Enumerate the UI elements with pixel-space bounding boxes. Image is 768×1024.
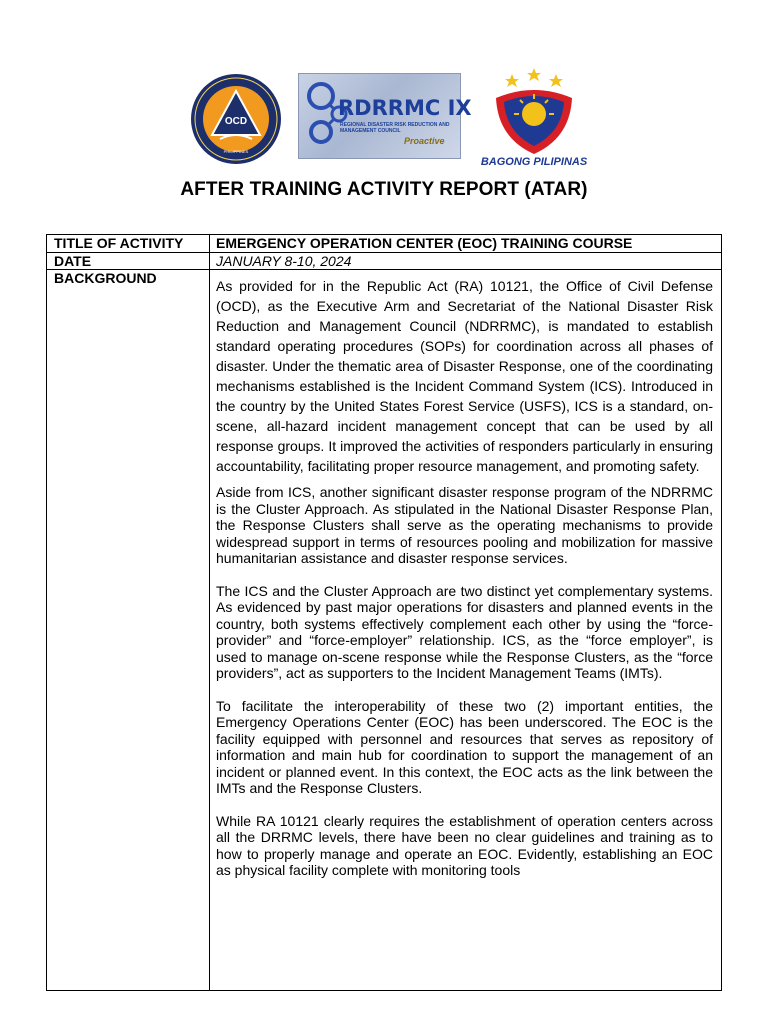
atar-table xyxy=(46,234,722,991)
row-label: DATE xyxy=(47,252,210,270)
activity-title-value: EMERGENCY OPERATION CENTER (EOC) TRAINING COURSE xyxy=(210,235,722,253)
rdrrmc-logo-tagline: Proactive xyxy=(404,136,445,146)
background-paragraph: To facilitate the interoperability of these two (2) important entities, the Emergency Operations Center (EOC) has been underscored. The EOC is the facility equipped with personnel and resources that serves as repository of information and main hub for coordination to support the management of an incident or planned event. In this context, the EOC acts as the link between the IMTs and the Response Clusters. xyxy=(216,697,713,796)
ocd-seal-icon xyxy=(190,73,282,165)
header-logos xyxy=(0,68,768,173)
ocd-seal-center-text: OCD xyxy=(224,116,248,127)
row-label: BACKGROUND xyxy=(47,270,210,991)
background-paragraph: The ICS and the Cluster Approach are two distinct yet complementary systems. As evidenced by past major operations for disasters and planned events in the country, both systems effectively complement each other by using the “force-provider” and “force-employer” relationship. ICS, as the “force employer”, is used to manage on-scene response while the Response Clusters, as the “force providers”, act as supporters to the Incident Management Teams (IMTs). xyxy=(216,582,713,681)
row-label: TITLE OF ACTIVITY xyxy=(47,235,210,253)
ocd-seal-bottom-text: PHILIPPINES xyxy=(223,149,249,154)
rdrrmc-logo-text: RDRRMC IX xyxy=(338,96,472,120)
date-value: JANUARY 8-10, 2024 xyxy=(210,252,722,270)
background-paragraph: As provided for in the Republic Act (RA) 10121, the Office of Civil Defense (OCD), as the Executive Arm and Secretariat of the National Disaster Risk Reduction and Management Council (NDRRMC), is mandated to establish standard operating procedures (SOPs) for coordination across all phases of disaster. Under the thematic area of Disaster Response, one of the coordinating mechanisms established is the Incident Command System (ICS). Introduced in the country by the United States Forest Service (USFS), ICS is a standard, on-scene, all-hazard incident management concept that can be used by all response groups. It improved the activities of responders particularly in ensuring accountability, facilitating proper resource management, and promoting safety. xyxy=(216,278,713,474)
bagong-pilipinas-logo-text: BAGONG PILIPINAS xyxy=(480,156,588,168)
background-paragraph: Aside from ICS, another significant disaster response program of the NDRRMC is the Cluster Approach. As stipulated in the National Disaster Response Plan, the Response Clusters shall serve as the operating mechanisms to provide widespread support in terms of resources pooling and mobilization for massive humanitarian assistance and disaster response services. xyxy=(216,484,713,566)
table-row-date xyxy=(47,252,722,270)
bagong-pilipinas-logo-icon xyxy=(482,68,586,168)
background-paragraph: While RA 10121 clearly requires the establishment of operation centers across all the DRRMC levels, there have been no clear guidelines and training as to how to properly manage and operate an EOC. Evidently, establishing an EOC as physical facility complete with monitoring tools xyxy=(216,812,713,878)
page-title: AFTER TRAINING ACTIVITY REPORT (ATAR) xyxy=(180,179,588,200)
table-row-title-of-activity xyxy=(47,235,722,253)
rdrrmc-logo-subtitle: REGIONAL DISASTER RISK REDUCTION AND MANAGEMENT COUNCIL xyxy=(340,122,450,134)
background-text xyxy=(210,270,722,991)
table-row-background xyxy=(47,270,722,991)
